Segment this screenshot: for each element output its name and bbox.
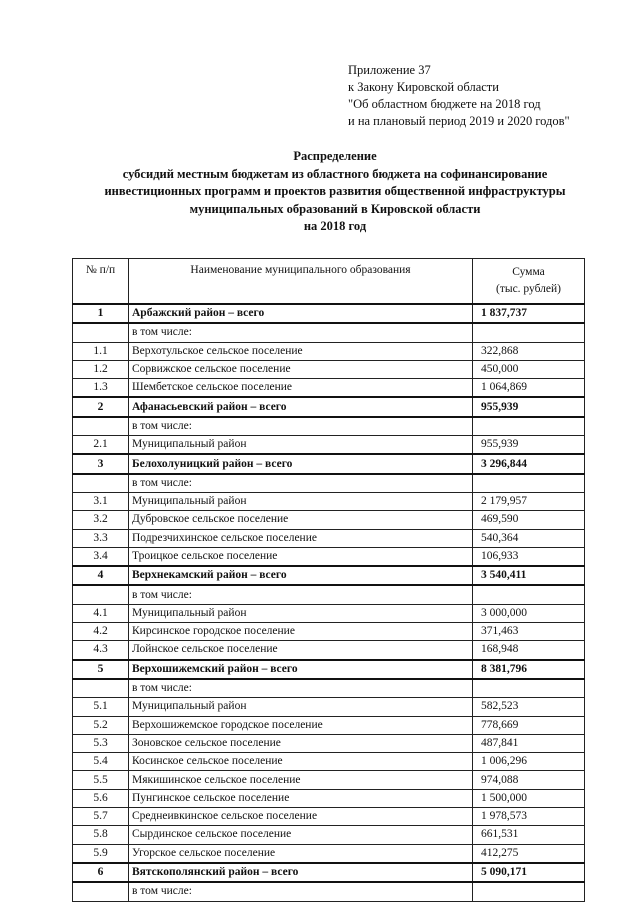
table-row [73,808,585,826]
table-row [73,698,585,716]
row-name: Зоновское сельское поселение [129,734,473,752]
title-line: инвестиционных программ и проектов развития общественной инфраструктуры [104,184,566,198]
table-row [73,323,585,342]
table-row [73,826,585,844]
row-name: Афанасьевский район – всего [129,397,473,416]
row-sum: 1 500,000 [473,789,585,807]
row-number: 5.4 [73,753,129,771]
table-header-row [73,259,585,305]
table-row-district-total [73,304,585,323]
row-number: 5.9 [73,844,129,863]
row-name: в том числе: [129,417,473,436]
row-sum: 1 837,737 [473,304,585,323]
row-number: 3.3 [73,529,129,547]
table-row [73,417,585,436]
table-row [73,529,585,547]
title-line: муниципальных образований в Кировской области [189,201,481,216]
appendix-line: к Закону Кировской области [348,80,499,94]
table-row [73,789,585,807]
row-sum: 450,000 [473,360,585,378]
header-sum-label: Сумма [512,266,545,278]
row-name: Подрезчихинское сельское поселение [129,529,473,547]
row-sum: 1 064,869 [473,379,585,398]
row-number: 5.6 [73,789,129,807]
header-number: № п/п [73,259,129,305]
row-sum: 322,868 [473,342,585,360]
appendix-line: Приложение 37 [348,63,431,77]
table-row-district-total [73,454,585,473]
table-row-district-total [73,397,585,416]
row-sum: 371,463 [473,623,585,641]
appendix-note [348,62,570,130]
row-number: 5.1 [73,698,129,716]
document-title [40,148,630,236]
row-sum: 5 090,171 [473,863,585,882]
row-number: 4 [73,566,129,585]
row-sum: 778,669 [473,716,585,734]
row-name: Сорвижское сельское поселение [129,360,473,378]
row-number: 5.2 [73,716,129,734]
row-sum: 3 296,844 [473,454,585,473]
appendix-line: и на плановый период 2019 и 2020 годов" [348,114,570,128]
row-name: Лойнское сельское поселение [129,641,473,660]
row-number: 2.1 [73,436,129,455]
row-number: 1.1 [73,342,129,360]
table-row [73,844,585,863]
table-row [73,641,585,660]
row-name: Верхошижемский район – всего [129,660,473,679]
table-row-district-total [73,660,585,679]
table-row [73,753,585,771]
row-name: в том числе: [129,679,473,698]
table-row [73,623,585,641]
row-name: Верхошижемское городское поселение [129,716,473,734]
row-sum: 469,590 [473,511,585,529]
row-name: Среднеивкинское сельское поселение [129,808,473,826]
row-sum [473,474,585,493]
row-name: Муниципальный район [129,492,473,510]
header-sum [473,259,585,305]
table-row [73,342,585,360]
row-sum: 582,523 [473,698,585,716]
table-row [73,511,585,529]
row-number: 1 [73,304,129,323]
row-name: Косинское сельское поселение [129,753,473,771]
row-sum: 540,364 [473,529,585,547]
row-name: Муниципальный район [129,436,473,455]
row-number: 3.4 [73,547,129,566]
row-name: Пунгинское сельское поселение [129,789,473,807]
row-sum [473,585,585,604]
subsidy-table [72,258,585,902]
row-name: Шембетское сельское поселение [129,379,473,398]
row-number [73,323,129,342]
row-name: Мякишинское сельское поселение [129,771,473,789]
row-name: в том числе: [129,474,473,493]
row-number: 5 [73,660,129,679]
table-row [73,492,585,510]
table-row [73,474,585,493]
table-row [73,716,585,734]
table-row [73,679,585,698]
table-row [73,734,585,752]
table-row-district-total [73,566,585,585]
row-number [73,474,129,493]
header-name: Наименование муниципального образования [129,259,473,305]
row-name: Сырдинское сельское поселение [129,826,473,844]
row-number [73,585,129,604]
table-row [73,547,585,566]
title-line: на 2018 год [303,219,367,233]
row-sum: 487,841 [473,734,585,752]
row-name: Муниципальный район [129,604,473,622]
row-sum [473,323,585,342]
row-number: 5.7 [73,808,129,826]
row-sum: 955,939 [473,397,585,416]
table-row [73,604,585,622]
row-sum: 168,948 [473,641,585,660]
row-sum: 955,939 [473,436,585,455]
title-line: субсидий местным бюджетам из областного бюджета на софинансирование [122,166,548,181]
row-name: Верхнекамский район – всего [129,566,473,585]
row-name: в том числе: [129,323,473,342]
row-name: Угорское сельское поселение [129,844,473,863]
row-sum: 2 179,957 [473,492,585,510]
row-number [73,679,129,698]
table-row [73,379,585,398]
row-sum: 661,531 [473,826,585,844]
row-name: Верхотульское сельское поселение [129,342,473,360]
row-number: 2 [73,397,129,416]
row-number: 4.2 [73,623,129,641]
row-number: 5.5 [73,771,129,789]
row-sum: 974,088 [473,771,585,789]
header-sum-unit: (тыс. рублей) [495,283,562,295]
row-sum: 412,275 [473,844,585,863]
table-row [73,585,585,604]
row-name: Дубровское сельское поселение [129,511,473,529]
table-row [73,771,585,789]
row-sum: 1 006,296 [473,753,585,771]
row-sum [473,882,585,901]
row-name: в том числе: [129,585,473,604]
row-sum: 8 381,796 [473,660,585,679]
row-number: 5.8 [73,826,129,844]
row-number: 5.3 [73,734,129,752]
row-number: 3.1 [73,492,129,510]
table-row [73,882,585,901]
row-sum [473,417,585,436]
row-sum [473,679,585,698]
row-name: Вятскополянский район – всего [129,863,473,882]
row-number: 4.3 [73,641,129,660]
row-sum: 3 000,000 [473,604,585,622]
row-number: 6 [73,863,129,882]
row-sum: 3 540,411 [473,566,585,585]
row-name: Белохолуницкий район – всего [129,454,473,473]
row-name: Муниципальный район [129,698,473,716]
row-number: 3.2 [73,511,129,529]
row-name: в том числе: [129,882,473,901]
table-row-district-total [73,863,585,882]
row-name: Арбажский район – всего [129,304,473,323]
row-number [73,882,129,901]
row-sum: 1 978,573 [473,808,585,826]
row-number: 3 [73,454,129,473]
row-name: Троицкое сельское поселение [129,547,473,566]
row-number: 1.3 [73,379,129,398]
table-row [73,360,585,378]
table-row [73,436,585,455]
row-number [73,417,129,436]
title-line: Распределение [293,149,377,163]
row-number: 1.2 [73,360,129,378]
row-name: Кирсинское городское поселение [129,623,473,641]
row-number: 4.1 [73,604,129,622]
appendix-line: "Об областном бюджете на 2018 год [348,97,541,111]
row-sum: 106,933 [473,547,585,566]
table-body [73,304,585,901]
